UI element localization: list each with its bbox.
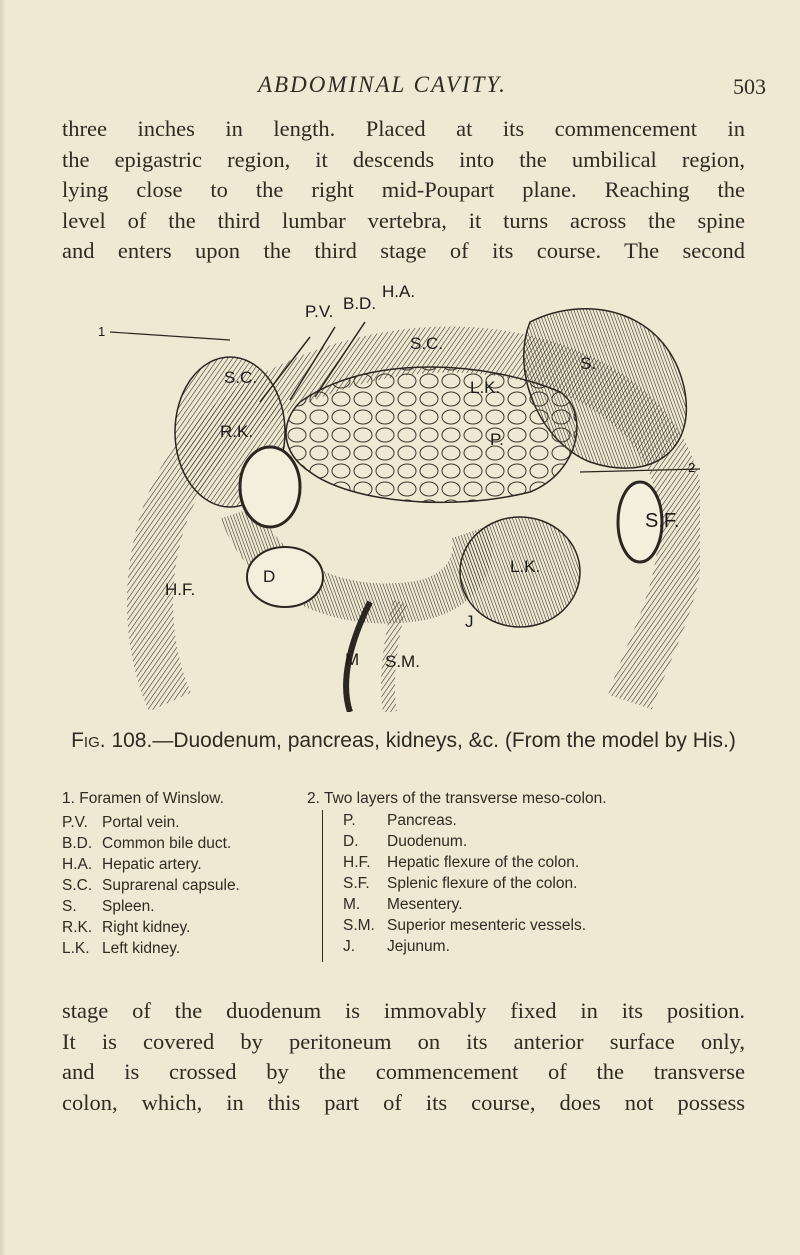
legend-row: B.D. Common bile duct.	[62, 835, 232, 852]
legend-item-1: 1. Foramen of Winslow.	[62, 790, 224, 807]
label-number-1: 1	[98, 324, 106, 339]
pancreas-shape	[286, 367, 577, 502]
text-line: level of the third lumbar vertebra, it turns across the spine	[62, 207, 745, 233]
legend-row: S. Spleen.	[62, 898, 155, 915]
label-duodenum: D	[263, 567, 276, 586]
legend-row: M. Mesentery.	[343, 896, 463, 913]
running-head: ABDOMINAL CAVITY.	[258, 72, 507, 97]
label-splenic-flexure: S.F.	[645, 510, 680, 532]
caption-text: —Duodenum, pancreas, kidneys, &c. (From the model by His.)	[152, 729, 736, 752]
label-number-2: 2	[688, 460, 696, 475]
page-header	[0, 72, 800, 102]
text-line: and is crossed by the commencement of the transverse	[62, 1059, 745, 1084]
legend-row: S.F. Splenic flexure of the colon.	[343, 875, 578, 892]
label-left-kidney-top: L.K.	[470, 378, 501, 397]
figure-caption	[62, 727, 745, 754]
legend-row: H.A. Hepatic artery.	[62, 856, 202, 873]
label-hepatic-artery: H.A.	[382, 282, 416, 301]
pointer-line-1	[110, 332, 230, 340]
legend-row: S.C. Suprarenal capsule.	[62, 877, 240, 894]
label-mesentery: M	[345, 650, 360, 669]
legend-row: J. Jejunum.	[343, 938, 450, 955]
label-left-kidney-low: L.K.	[510, 557, 541, 576]
legend-right-column	[322, 810, 763, 962]
legend-row: P.V. Portal vein.	[62, 814, 180, 831]
bottom-paragraph	[62, 996, 745, 1118]
text-line: colon, which, in this part of its course, does not possess	[62, 1089, 745, 1115]
page-edge-shadow	[0, 0, 6, 1255]
text-line: It is covered by peritoneum on its anterior surface only,	[62, 1028, 745, 1054]
legend-row: L.K. Left kidney.	[62, 940, 181, 957]
colon-cut-left	[240, 447, 300, 527]
anatomical-figure	[98, 282, 700, 712]
text-line: three inches in length. Placed at its commencement in	[62, 116, 745, 141]
legend-row: H.F. Hepatic flexure of the colon.	[343, 854, 580, 871]
legend-numbered	[62, 790, 745, 812]
legend-row: R.K. Right kidney.	[62, 919, 191, 936]
label-pancreas: P.	[490, 430, 504, 449]
page-number: 503	[733, 74, 766, 99]
duodenum-opening	[247, 547, 323, 607]
text-line: stage of the duodenum is immovably fixed in its position.	[62, 998, 745, 1023]
label-suprarenal-mid: S.C.	[410, 334, 444, 353]
figure-number: Fig. 108.	[71, 729, 153, 752]
label-suprarenal-left: S.C.	[224, 368, 258, 387]
legend-item-2: 2. Two layers of the transverse meso-colon.	[307, 790, 607, 807]
label-jejunum: J	[465, 612, 474, 631]
label-hepatic-flexure: H.F.	[165, 580, 196, 599]
top-paragraph	[62, 114, 745, 267]
label-right-kidney: R.K.	[220, 422, 254, 441]
legend-left-column	[62, 812, 312, 959]
anatomy-illustration	[110, 282, 700, 712]
legend-row: P. Pancreas.	[343, 812, 457, 829]
label-bile-duct: B.D.	[343, 294, 377, 313]
legend-row: S.M. Superior mesenteric vessels.	[343, 917, 586, 934]
label-portal-vein: P.V.	[305, 302, 334, 321]
label-spleen: S.	[580, 354, 597, 373]
text-line: lying close to the right mid-Poupart plane. Reaching the	[62, 177, 745, 202]
label-superior-mesenteric: S.M.	[385, 652, 420, 671]
text-line: the epigastric region, it descends into the umbilical region,	[62, 146, 745, 172]
text-line: and enters upon the third stage of its course. The second	[62, 238, 745, 263]
legend-row: D. Duodenum.	[343, 833, 468, 850]
